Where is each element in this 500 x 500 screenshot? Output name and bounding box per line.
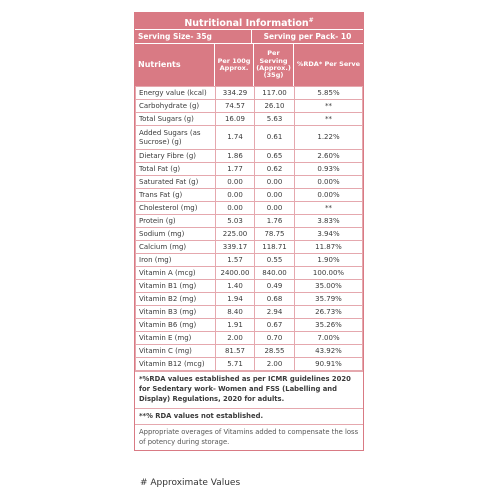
table-row <box>136 126 363 150</box>
header-nutrients: Nutrients <box>135 44 215 86</box>
table-row <box>136 202 363 215</box>
nutrient-name: Calcium (mg) <box>136 241 216 254</box>
table-row <box>136 293 363 306</box>
per-serving-value: 0.00 <box>255 189 295 202</box>
per-100g-value: 1.74 <box>216 126 255 150</box>
serving-per-pack: Serving per Pack- 10 <box>263 32 352 41</box>
rda-value: 7.00% <box>295 332 363 345</box>
per-100g-value: 2.00 <box>216 332 255 345</box>
per-serving-value: 118.71 <box>255 241 295 254</box>
per-serving-value: 0.70 <box>255 332 295 345</box>
per-serving-value: 0.00 <box>255 202 295 215</box>
rda-value: 0.93% <box>295 163 363 176</box>
table-row <box>136 241 363 254</box>
nutrition-title <box>135 13 363 30</box>
per-100g-value: 8.40 <box>216 306 255 319</box>
rda-value: 3.94% <box>295 228 363 241</box>
per-100g-value: 1.86 <box>216 150 255 163</box>
table-header <box>135 44 363 86</box>
nutrient-name: Vitamin B12 (mcg) <box>136 358 216 371</box>
per-100g-value: 2400.00 <box>216 267 255 280</box>
table-row <box>136 100 363 113</box>
per-serving-value: 840.00 <box>255 267 295 280</box>
table-row <box>136 87 363 100</box>
per-serving-value: 0.61 <box>255 126 295 150</box>
nutrient-name: Added Sugars (as Sucrose) (g) <box>136 126 216 150</box>
rda-value: 0.00% <box>295 189 363 202</box>
rda-value: 90.91% <box>295 358 363 371</box>
per-100g-value: 81.57 <box>216 345 255 358</box>
rda-value: 100.00% <box>295 267 363 280</box>
per-serving-value: 0.65 <box>255 150 295 163</box>
nutrient-name: Trans Fat (g) <box>136 189 216 202</box>
nutrient-name: Protein (g) <box>136 215 216 228</box>
per-serving-value: 0.68 <box>255 293 295 306</box>
per-100g-value: 5.71 <box>216 358 255 371</box>
serving-info <box>135 30 363 44</box>
per-100g-value: 1.94 <box>216 293 255 306</box>
per-100g-value: 16.09 <box>216 113 255 126</box>
rda-note: *%RDA values established as per ICMR guidelines 2020 for Sedentary work- Women and FSS (Labelling and Display) Regulations, 2020 for adults. <box>135 371 363 408</box>
per-100g-value: 0.00 <box>216 202 255 215</box>
not-established-note: **% RDA values not established. <box>135 408 363 425</box>
nutrient-name: Iron (mg) <box>136 254 216 267</box>
rda-value: ** <box>295 100 363 113</box>
rda-value: 5.85% <box>295 87 363 100</box>
nutrient-name: Energy value (kcal) <box>136 87 216 100</box>
table-row <box>136 150 363 163</box>
rda-value: 1.22% <box>295 126 363 150</box>
per-100g-value: 1.77 <box>216 163 255 176</box>
header-per-100g: Per 100g Approx. <box>215 44 254 86</box>
approximate-values-label: # Approximate Values <box>140 478 241 488</box>
per-serving-value: 5.63 <box>255 113 295 126</box>
serving-size: Serving Size- 35g <box>135 30 252 43</box>
nutrient-name: Sodium (mg) <box>136 228 216 241</box>
table-row <box>136 189 363 202</box>
table-row <box>136 267 363 280</box>
table-row <box>136 163 363 176</box>
rda-value: 1.90% <box>295 254 363 267</box>
nutrient-name: Vitamin C (mg) <box>136 345 216 358</box>
nutrient-name: Total Sugars (g) <box>136 113 216 126</box>
per-100g-value: 74.57 <box>216 100 255 113</box>
rda-value: 11.87% <box>295 241 363 254</box>
rda-value: ** <box>295 202 363 215</box>
table-row <box>136 176 363 189</box>
header-per-serving: Per Serving (Approx.) (35g) <box>254 44 294 86</box>
nutrient-name: Vitamin A (mcg) <box>136 267 216 280</box>
per-serving-value: 78.75 <box>255 228 295 241</box>
table-row <box>136 228 363 241</box>
per-serving-value: 26.10 <box>255 100 295 113</box>
table-row <box>136 215 363 228</box>
title-text: Nutritional Information <box>184 18 309 30</box>
per-serving-value: 0.67 <box>255 319 295 332</box>
per-100g-value: 0.00 <box>216 176 255 189</box>
per-100g-value: 1.57 <box>216 254 255 267</box>
nutrient-name: Total Fat (g) <box>136 163 216 176</box>
per-100g-value: 334.29 <box>216 87 255 100</box>
per-serving-value: 0.55 <box>255 254 295 267</box>
per-100g-value: 1.91 <box>216 319 255 332</box>
per-serving-value: 0.00 <box>255 176 295 189</box>
title-mark: # <box>308 17 314 24</box>
per-serving-value: 2.94 <box>255 306 295 319</box>
header-rda: %RDA* Per Serve <box>296 60 361 69</box>
table-row <box>136 345 363 358</box>
table-row <box>136 358 363 371</box>
nutrient-name: Cholesterol (mg) <box>136 202 216 215</box>
per-100g-value: 225.00 <box>216 228 255 241</box>
rda-value: 35.26% <box>295 319 363 332</box>
nutrient-name: Vitamin E (mg) <box>136 332 216 345</box>
nutrition-table <box>135 86 363 371</box>
rda-value: 3.83% <box>295 215 363 228</box>
rda-value: 0.00% <box>295 176 363 189</box>
nutrient-name: Vitamin B2 (mg) <box>136 293 216 306</box>
rda-value: 35.79% <box>295 293 363 306</box>
per-serving-value: 0.49 <box>255 280 295 293</box>
per-serving-value: 117.00 <box>255 87 295 100</box>
nutrient-name: Saturated Fat (g) <box>136 176 216 189</box>
nutrient-name: Vitamin B1 (mg) <box>136 280 216 293</box>
per-serving-value: 28.55 <box>255 345 295 358</box>
rda-value: 35.00% <box>295 280 363 293</box>
rda-value: 2.60% <box>295 150 363 163</box>
table-row <box>136 280 363 293</box>
nutrient-name: Dietary Fibre (g) <box>136 150 216 163</box>
per-100g-value: 0.00 <box>216 189 255 202</box>
table-row <box>136 254 363 267</box>
per-100g-value: 5.03 <box>216 215 255 228</box>
table-row <box>136 306 363 319</box>
per-serving-value: 0.62 <box>255 163 295 176</box>
table-row <box>136 113 363 126</box>
per-100g-value: 1.40 <box>216 280 255 293</box>
per-serving-value: 2.00 <box>255 358 295 371</box>
rda-value: ** <box>295 113 363 126</box>
rda-value: 26.73% <box>295 306 363 319</box>
rda-value: 43.92% <box>295 345 363 358</box>
nutrient-name: Vitamin B3 (mg) <box>136 306 216 319</box>
per-100g-value: 339.17 <box>216 241 255 254</box>
nutrition-panel <box>134 12 364 451</box>
per-serving-value: 1.76 <box>255 215 295 228</box>
nutrient-name: Carbohydrate (g) <box>136 100 216 113</box>
nutrient-name: Vitamin B6 (mg) <box>136 319 216 332</box>
table-row <box>136 332 363 345</box>
table-row <box>136 319 363 332</box>
overages-note: Appropriate overages of Vitamins added to compensate the loss of potency during storage. <box>135 424 363 449</box>
